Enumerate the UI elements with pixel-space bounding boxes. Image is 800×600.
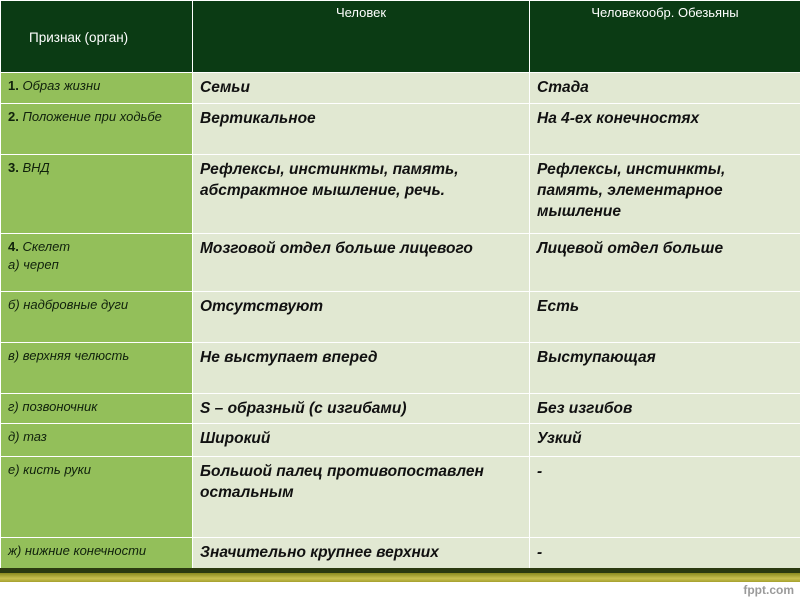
watermark-logo: fppt.com xyxy=(743,583,794,597)
ape-cell: Рефлексы, инстинкты, память, элементарное мышление xyxy=(530,155,800,234)
feature-label: в) верхняя челюсть xyxy=(8,348,130,363)
ape-cell: - xyxy=(530,457,800,538)
table-row xyxy=(1,155,800,234)
human-cell: Мозговой отдел больше лицевого xyxy=(193,234,530,292)
ape-cell: Стада xyxy=(530,73,800,104)
ape-cell: Есть xyxy=(530,292,800,343)
header-row xyxy=(1,1,800,73)
table-row xyxy=(1,424,800,457)
header-ape: Человекообр. Обезьяны xyxy=(530,1,800,73)
footer-strip xyxy=(0,582,800,600)
feature-label: ВНД xyxy=(22,160,50,175)
feature-cell xyxy=(1,424,193,457)
row-number: 3. xyxy=(8,160,19,175)
table-row xyxy=(1,343,800,394)
row-number: 4. xyxy=(8,239,19,254)
feature-label: Скелет xyxy=(22,239,71,254)
feature-cell xyxy=(1,234,193,292)
human-cell: Значительно крупнее верхних xyxy=(193,538,530,588)
feature-cell xyxy=(1,394,193,424)
human-cell: Большой палец противопоставлен остальным xyxy=(193,457,530,538)
row-number: 2. xyxy=(8,109,19,124)
human-cell: Отсутствуют xyxy=(193,292,530,343)
table-row xyxy=(1,234,800,292)
feature-label: Положение при ходьбе xyxy=(22,109,162,124)
feature-label: е) кисть руки xyxy=(8,462,91,477)
table-row xyxy=(1,73,800,104)
ape-cell: Лицевой отдел больше xyxy=(530,234,800,292)
human-cell: S – образный (с изгибами) xyxy=(193,394,530,424)
feature-cell xyxy=(1,457,193,538)
feature-label: б) надбровные дуги xyxy=(8,297,129,312)
human-cell: Широкий xyxy=(193,424,530,457)
table-row xyxy=(1,292,800,343)
human-cell: Не выступает вперед xyxy=(193,343,530,394)
ape-cell: Выступающая xyxy=(530,343,800,394)
feature-label: г) позвоночник xyxy=(8,399,98,414)
feature-label: ж) нижние конечности xyxy=(8,543,147,558)
header-feature: Признак (орган) xyxy=(1,1,193,73)
row-number: 1. xyxy=(8,78,19,93)
ape-cell: Узкий xyxy=(530,424,800,457)
table-row xyxy=(1,104,800,155)
ape-cell: - xyxy=(530,538,800,588)
human-cell: Семьи xyxy=(193,73,530,104)
feature-cell xyxy=(1,73,193,104)
ape-cell: Без изгибов xyxy=(530,394,800,424)
human-cell: Рефлексы, инстинкты, память, абстрактное мышление, речь. xyxy=(193,155,530,234)
feature-sublabel: а) череп xyxy=(8,257,59,272)
table-row xyxy=(1,394,800,424)
feature-cell xyxy=(1,155,193,234)
table-row xyxy=(1,457,800,538)
feature-label: д) таз xyxy=(8,429,47,444)
feature-cell xyxy=(1,343,193,394)
feature-label: Образ жизни xyxy=(22,78,101,93)
footer-bar-gold xyxy=(0,573,800,582)
feature-cell xyxy=(1,104,193,155)
feature-cell xyxy=(1,292,193,343)
human-cell: Вертикальное xyxy=(193,104,530,155)
header-human: Человек xyxy=(193,1,530,73)
ape-cell: На 4-ех конечностях xyxy=(530,104,800,155)
